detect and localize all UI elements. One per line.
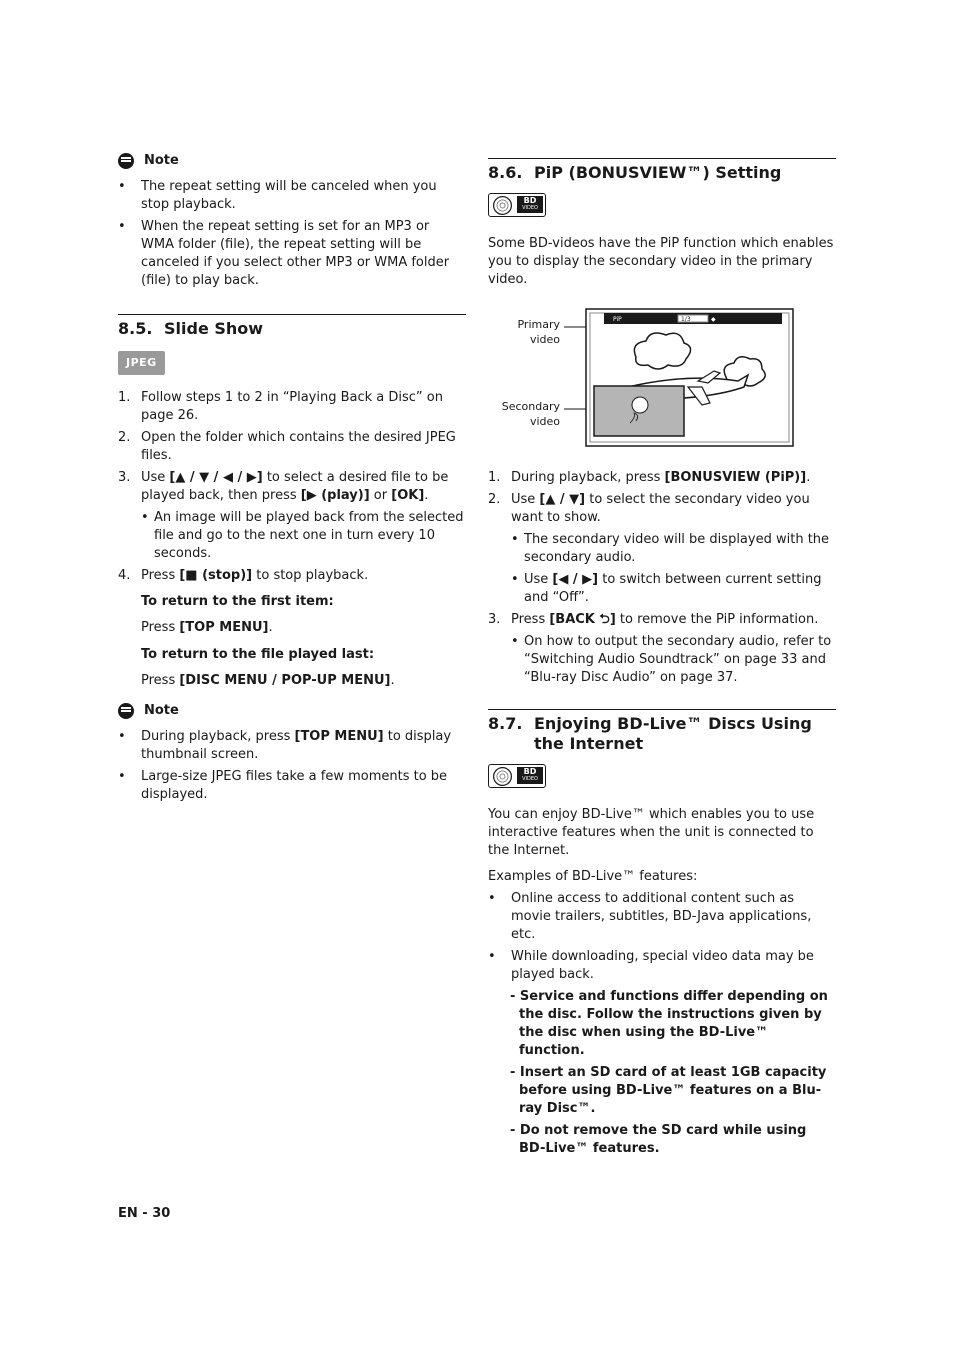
pip-diagram: [488, 307, 836, 457]
jpeg-badge: JPEG: [118, 351, 165, 375]
svg-text:◆: ◆: [711, 316, 716, 323]
list-item: 1. Follow steps 1 to 2 in “Playing Back a Disc” on page 26.: [118, 390, 443, 423]
disc-icon: [493, 767, 512, 786]
note-heading: Note: [118, 702, 466, 720]
page-number: EN - 30: [118, 1206, 171, 1221]
list-item: • The repeat setting will be canceled when you stop playback.: [118, 178, 466, 214]
warning-text: - Do not remove the SD card while using BD-Live™ features.: [510, 1123, 807, 1156]
return-first-instruction: Press [TOP MENU].: [141, 620, 273, 635]
primary-video-label: Primary video: [517, 318, 560, 346]
note-list: [118, 178, 466, 290]
pip-bar-value: 1/3: [681, 316, 691, 323]
list-item: • When the repeat setting is set for an MP3 or WMA folder (file), the repeat setting will be canceled if you select other MP3 or WMA folder (file) to play back.: [118, 218, 466, 290]
key-label: [▲ / ▼ / ◀ / ▶]: [169, 470, 263, 485]
key-label: [■ (stop)]: [179, 568, 253, 583]
left-column: [118, 150, 466, 808]
list-item: 1. During playback, press [BONUSVIEW (PiP)].: [488, 470, 811, 485]
list-item: • An image will be played back from the selected file and go to the next one in turn every 10 seconds.: [141, 509, 466, 563]
key-label: [▶ (play)]: [300, 488, 370, 503]
note-heading: Note: [118, 152, 466, 170]
list-item: 3. Use [▲ / ▼ / ◀ / ▶] to select a desired file to be played back, then press [▶ (play)] or [OK]. • An image will be played back from the selected file and go to the next one in turn every 10 seconds.: [118, 469, 466, 563]
sub-list: [511, 633, 836, 687]
pip-illustration: [488, 307, 836, 457]
sub-list: [511, 531, 836, 607]
note-icon: [118, 153, 134, 169]
return-last-heading: To return to the file played last:: [141, 647, 375, 662]
pip-steps-list: [488, 469, 836, 687]
steps-list: [118, 389, 466, 585]
sub-list: [141, 509, 466, 563]
list-item: • During playback, press [TOP MENU] to display thumbnail screen.: [118, 728, 466, 764]
return-last-instruction: Press [DISC MENU / POP-UP MENU].: [141, 673, 395, 688]
list-item: 4. Press [■ (stop)] to stop playback.: [118, 568, 369, 583]
bd-video-badge: BD VIDEO: [488, 193, 546, 217]
note-list: [118, 728, 466, 804]
features-list: [488, 890, 836, 984]
pip-intro: Some BD-videos have the PiP function which enables you to display the secondary video in the primary video.: [488, 236, 834, 287]
bd-live-intro: You can enjoy BD-Live™ which enables you to use interactive features when the unit is connected to the Internet.: [488, 807, 815, 858]
list-item: • Online access to additional content such as movie trailers, subtitles, BD-Java applications, etc.: [488, 890, 836, 944]
return-first-heading: To return to the first item:: [141, 594, 334, 609]
section-heading-pip: 8.6. PiP (BONUSVIEW™) Setting: [488, 158, 836, 183]
secondary-video-label: Secondary video: [501, 400, 560, 428]
list-item: • While downloading, special video data may be played back.: [488, 948, 836, 984]
list-item: 3. Press [BACK ⮌] to remove the PiP information. • On how to output the secondary audio, refer to “Switching Audio Soundtrack” on page 33 and “Blu-ray Disc Audio” on page 37.: [488, 611, 836, 687]
pip-bar-label: PiP: [613, 316, 622, 323]
note-icon: [118, 703, 134, 719]
key-label: [OK]: [391, 488, 425, 503]
warnings: [488, 988, 836, 1158]
warning-text: - Service and functions differ depending on the disc. Follow the instructions given by the disc when using the BD-Live™ function.: [510, 989, 828, 1058]
list-item: • On how to output the secondary audio, refer to “Switching Audio Soundtrack” on page 33 and “Blu-ray Disc Audio” on page 37.: [511, 633, 836, 687]
right-column: [488, 150, 836, 1162]
list-item: 2. Open the folder which contains the desired JPEG files.: [118, 430, 456, 463]
list-item: • The secondary video will be displayed with the secondary audio.: [511, 531, 836, 567]
section-heading-bd-live: 8.7. Enjoying BD-Live™ Discs Using the Internet: [488, 709, 836, 754]
list-item: • Use [◀ / ▶] to switch between current setting and “Off”.: [511, 571, 836, 607]
disc-icon: [493, 196, 512, 215]
list-item: 2. Use [▲ / ▼] to select the secondary video you want to show. • The secondary video will be displayed with the secondary audio. • Use [◀ / ▶] to switch between current setting and “Off”.: [488, 491, 836, 607]
warning-text: - Insert an SD card of at least 1GB capacity before using BD-Live™ features on a Blu-ray Disc™.: [510, 1065, 827, 1116]
list-item: • Large-size JPEG files take a few moments to be displayed.: [118, 768, 466, 804]
bd-video-badge: BD VIDEO: [488, 764, 546, 788]
section-heading-slide-show: 8.5. Slide Show: [118, 314, 466, 339]
examples-label: Examples of BD-Live™ features:: [488, 869, 698, 884]
